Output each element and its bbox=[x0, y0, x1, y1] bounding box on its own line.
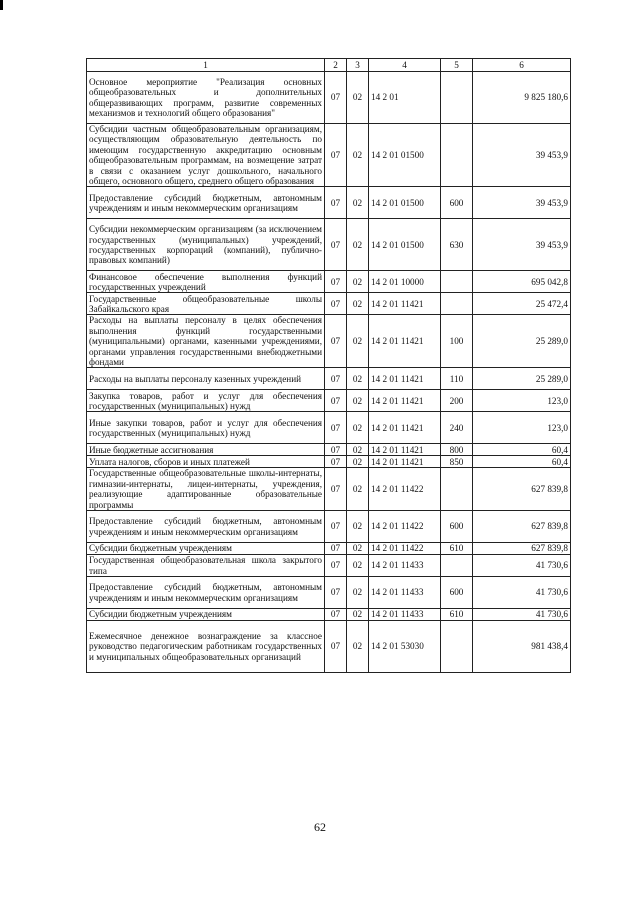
table-row bbox=[87, 293, 571, 315]
row-target-code-cell: 14 2 01 bbox=[369, 72, 441, 124]
row-name-cell: Расходы на выплаты персоналу казенных учреждений bbox=[87, 368, 325, 390]
row-subsection-cell: 02 bbox=[347, 468, 369, 511]
row-expense-type-cell: 850 bbox=[441, 456, 473, 468]
row-section-cell: 07 bbox=[325, 390, 347, 412]
row-expense-type-cell bbox=[441, 621, 473, 673]
table-row bbox=[87, 444, 571, 456]
table-header-row bbox=[87, 59, 571, 72]
row-section-cell: 07 bbox=[325, 555, 347, 577]
row-expense-type-cell: 630 bbox=[441, 219, 473, 271]
row-name-cell: Расходы на выплаты персоналу в целях обеспечения выполнения функций государственными (муниципальными) органами, казенными учреждениями, органами управления государственными внебюджетными фондами bbox=[87, 315, 325, 368]
table-row bbox=[87, 187, 571, 219]
header-col-1: 1 bbox=[87, 59, 325, 72]
row-subsection-cell: 02 bbox=[347, 412, 369, 444]
row-subsection-cell: 02 bbox=[347, 368, 369, 390]
row-name-cell: Закупка товаров, работ и услуг для обеспечения государственных (муниципальных) нужд bbox=[87, 390, 325, 412]
row-name-cell: Предоставление субсидий бюджетным, автономным учреждениям и иным некоммерческим организациям bbox=[87, 511, 325, 543]
row-amount-cell: 695 042,8 bbox=[473, 271, 571, 293]
row-name-cell: Иные закупки товаров, работ и услуг для обеспечения государственных (муниципальных) нужд bbox=[87, 412, 325, 444]
row-target-code-cell: 14 2 01 11422 bbox=[369, 511, 441, 543]
header-col-6: 6 bbox=[473, 59, 571, 72]
row-section-cell: 07 bbox=[325, 271, 347, 293]
row-expense-type-cell: 600 bbox=[441, 187, 473, 219]
table-row bbox=[87, 609, 571, 621]
row-amount-cell: 9 825 180,6 bbox=[473, 72, 571, 124]
row-target-code-cell: 14 2 01 01500 bbox=[369, 219, 441, 271]
row-amount-cell: 25 289,0 bbox=[473, 368, 571, 390]
row-subsection-cell: 02 bbox=[347, 315, 369, 368]
row-name-cell: Субсидии бюджетным учреждениям bbox=[87, 543, 325, 555]
row-name-cell: Субсидии некоммерческим организациям (за исключением государственных (муниципальных) учреждений, государственных корпораций (компаний), публично-правовых компаний) bbox=[87, 219, 325, 271]
table-row bbox=[87, 555, 571, 577]
row-expense-type-cell bbox=[441, 271, 473, 293]
table-row bbox=[87, 468, 571, 511]
row-amount-cell: 60,4 bbox=[473, 456, 571, 468]
table-row bbox=[87, 543, 571, 555]
row-expense-type-cell: 600 bbox=[441, 577, 473, 609]
row-name-cell: Государственная общеобразовательная школа закрытого типа bbox=[87, 555, 325, 577]
row-name-cell: Уплата налогов, сборов и иных платежей bbox=[87, 456, 325, 468]
row-subsection-cell: 02 bbox=[347, 72, 369, 124]
row-target-code-cell: 14 2 01 53030 bbox=[369, 621, 441, 673]
row-amount-cell: 25 289,0 bbox=[473, 315, 571, 368]
table-row bbox=[87, 315, 571, 368]
row-section-cell: 07 bbox=[325, 609, 347, 621]
header-col-4: 4 bbox=[369, 59, 441, 72]
row-expense-type-cell: 600 bbox=[441, 511, 473, 543]
row-section-cell: 07 bbox=[325, 468, 347, 511]
row-subsection-cell: 02 bbox=[347, 124, 369, 187]
table-row bbox=[87, 72, 571, 124]
table-row bbox=[87, 621, 571, 673]
row-section-cell: 07 bbox=[325, 511, 347, 543]
table-row bbox=[87, 124, 571, 187]
row-name-cell: Основное мероприятие "Реализация основных общеобразовательных и дополнительных общеразвивающих программ, развитие современных механизмов и технологий общего образования" bbox=[87, 72, 325, 124]
header-col-2: 2 bbox=[325, 59, 347, 72]
row-subsection-cell: 02 bbox=[347, 609, 369, 621]
header-col-3: 3 bbox=[347, 59, 369, 72]
scan-corner-mark bbox=[0, 0, 3, 10]
row-target-code-cell: 14 2 01 11433 bbox=[369, 555, 441, 577]
row-section-cell: 07 bbox=[325, 577, 347, 609]
row-subsection-cell: 02 bbox=[347, 271, 369, 293]
row-subsection-cell: 02 bbox=[347, 511, 369, 543]
row-subsection-cell: 02 bbox=[347, 293, 369, 315]
row-expense-type-cell bbox=[441, 72, 473, 124]
row-subsection-cell: 02 bbox=[347, 456, 369, 468]
row-section-cell: 07 bbox=[325, 444, 347, 456]
row-amount-cell: 39 453,9 bbox=[473, 219, 571, 271]
row-target-code-cell: 14 2 01 11421 bbox=[369, 368, 441, 390]
row-target-code-cell: 14 2 01 11421 bbox=[369, 315, 441, 368]
row-target-code-cell: 14 2 01 11422 bbox=[369, 543, 441, 555]
row-amount-cell: 123,0 bbox=[473, 390, 571, 412]
row-section-cell: 07 bbox=[325, 293, 347, 315]
row-name-cell: Субсидии бюджетным учреждениям bbox=[87, 609, 325, 621]
row-target-code-cell: 14 2 01 11422 bbox=[369, 468, 441, 511]
table-row bbox=[87, 456, 571, 468]
row-target-code-cell: 14 2 01 11421 bbox=[369, 456, 441, 468]
row-target-code-cell: 14 2 01 01500 bbox=[369, 187, 441, 219]
row-subsection-cell: 02 bbox=[347, 621, 369, 673]
row-name-cell: Предоставление субсидий бюджетным, автономным учреждениям и иным некоммерческим организациям bbox=[87, 577, 325, 609]
table-row bbox=[87, 412, 571, 444]
row-amount-cell: 981 438,4 bbox=[473, 621, 571, 673]
row-name-cell: Субсидии частным общеобразовательным организациям, осуществляющим образовательную деятельность по имеющим государственную аккредитацию основным общеобразовательным программам, на возмещение затрат в связи с оказанием услуг дошкольного, начального общего, основного общего, среднего общего образования bbox=[87, 124, 325, 187]
row-name-cell: Иные бюджетные ассигнования bbox=[87, 444, 325, 456]
row-section-cell: 07 bbox=[325, 368, 347, 390]
row-expense-type-cell: 100 bbox=[441, 315, 473, 368]
row-subsection-cell: 02 bbox=[347, 187, 369, 219]
row-expense-type-cell: 610 bbox=[441, 543, 473, 555]
row-subsection-cell: 02 bbox=[347, 543, 369, 555]
row-amount-cell: 39 453,9 bbox=[473, 124, 571, 187]
row-subsection-cell: 02 bbox=[347, 577, 369, 609]
row-amount-cell: 627 839,8 bbox=[473, 511, 571, 543]
row-amount-cell: 41 730,6 bbox=[473, 609, 571, 621]
row-expense-type-cell: 200 bbox=[441, 390, 473, 412]
row-amount-cell: 25 472,4 bbox=[473, 293, 571, 315]
row-section-cell: 07 bbox=[325, 124, 347, 187]
row-section-cell: 07 bbox=[325, 412, 347, 444]
row-expense-type-cell bbox=[441, 468, 473, 511]
row-expense-type-cell bbox=[441, 124, 473, 187]
row-expense-type-cell bbox=[441, 555, 473, 577]
table-row bbox=[87, 219, 571, 271]
row-section-cell: 07 bbox=[325, 456, 347, 468]
row-amount-cell: 41 730,6 bbox=[473, 555, 571, 577]
row-target-code-cell: 14 2 01 11421 bbox=[369, 390, 441, 412]
row-name-cell: Финансовое обеспечение выполнения функций государственных учреждений bbox=[87, 271, 325, 293]
row-target-code-cell: 14 2 01 01500 bbox=[369, 124, 441, 187]
row-section-cell: 07 bbox=[325, 72, 347, 124]
row-section-cell: 07 bbox=[325, 543, 347, 555]
row-name-cell: Ежемесячное денежное вознаграждение за классное руководство педагогическим работникам государственных и муниципальных общеобразовательных организаций bbox=[87, 621, 325, 673]
row-section-cell: 07 bbox=[325, 187, 347, 219]
header-col-5: 5 bbox=[441, 59, 473, 72]
budget-table bbox=[86, 58, 571, 673]
row-amount-cell: 39 453,9 bbox=[473, 187, 571, 219]
row-subsection-cell: 02 bbox=[347, 219, 369, 271]
row-subsection-cell: 02 bbox=[347, 444, 369, 456]
table-row bbox=[87, 390, 571, 412]
row-target-code-cell: 14 2 01 11433 bbox=[369, 609, 441, 621]
row-subsection-cell: 02 bbox=[347, 555, 369, 577]
row-target-code-cell: 14 2 01 10000 bbox=[369, 271, 441, 293]
row-target-code-cell: 14 2 01 11421 bbox=[369, 412, 441, 444]
row-target-code-cell: 14 2 01 11433 bbox=[369, 577, 441, 609]
table-row bbox=[87, 511, 571, 543]
row-amount-cell: 627 839,8 bbox=[473, 543, 571, 555]
row-name-cell: Государственные общеобразовательные школы Забайкальского края bbox=[87, 293, 325, 315]
table-row bbox=[87, 368, 571, 390]
row-expense-type-cell: 240 bbox=[441, 412, 473, 444]
row-name-cell: Государственные общеобразовательные школы-интернаты, гимназии-интернаты, лицеи-интернаты, учреждения, реализующие адаптированные образовательные программы bbox=[87, 468, 325, 511]
row-subsection-cell: 02 bbox=[347, 390, 369, 412]
row-section-cell: 07 bbox=[325, 621, 347, 673]
table-row bbox=[87, 577, 571, 609]
row-name-cell: Предоставление субсидий бюджетным, автономным учреждениям и иным некоммерческим организациям bbox=[87, 187, 325, 219]
row-section-cell: 07 bbox=[325, 315, 347, 368]
row-expense-type-cell: 800 bbox=[441, 444, 473, 456]
row-expense-type-cell: 110 bbox=[441, 368, 473, 390]
row-section-cell: 07 bbox=[325, 219, 347, 271]
row-target-code-cell: 14 2 01 11421 bbox=[369, 444, 441, 456]
table-body bbox=[87, 72, 571, 673]
row-amount-cell: 123,0 bbox=[473, 412, 571, 444]
row-amount-cell: 627 839,8 bbox=[473, 468, 571, 511]
row-amount-cell: 41 730,6 bbox=[473, 577, 571, 609]
row-expense-type-cell: 610 bbox=[441, 609, 473, 621]
row-target-code-cell: 14 2 01 11421 bbox=[369, 293, 441, 315]
page-number: 62 bbox=[314, 820, 326, 834]
table-row bbox=[87, 271, 571, 293]
row-expense-type-cell bbox=[441, 293, 473, 315]
row-amount-cell: 60,4 bbox=[473, 444, 571, 456]
